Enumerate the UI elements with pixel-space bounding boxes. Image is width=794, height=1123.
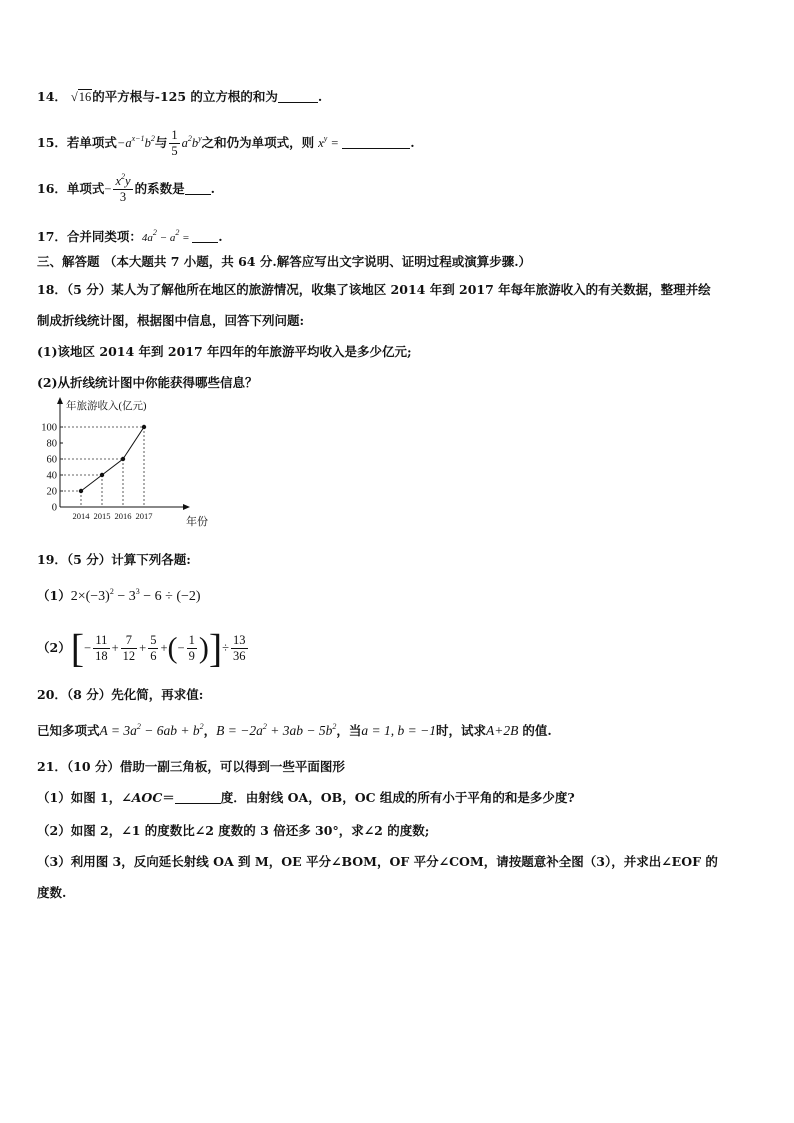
question-21-sub-1: （1）如图 1，∠AOC＝ 度．由射线 OA，OB，OC 组成的所有小于平角的和是多少度? — [37, 790, 575, 805]
question-14 — [37, 88, 322, 106]
question-18-sub-2: (2)从折线统计图中你能获得哪些信息？ — [37, 375, 258, 390]
question-text: 与 — [154, 135, 168, 150]
question-text: 的值. — [522, 723, 552, 738]
answer-blank[interactable] — [192, 230, 218, 243]
x-tick-label: 2016 — [114, 511, 132, 521]
monomial-1: $-a^{x-1}b^2$ — [116, 134, 155, 150]
question-21-heading: 21．（10 分）借助一副三角板，可以得到一些平面图形 — [37, 759, 345, 774]
fraction: $\frac{1}{5}$ — [171, 128, 178, 158]
question-19-part-2: （2）[− $\frac{11}{18}$ + $\frac{7}{12}$ + $\frac{5}{6}$ +(− $\frac{1}{9}$ )]÷ $\frac{13}{36}$ — [37, 625, 246, 671]
answer-blank[interactable] — [175, 791, 221, 804]
question-text: 时，试求 — [435, 723, 486, 738]
question-19-part-1 — [37, 587, 201, 606]
question-text: 合并同类项： — [66, 229, 142, 244]
period: . — [410, 135, 415, 150]
question-text: 已知多项式 — [37, 723, 100, 738]
question-text: 若单项式 — [66, 135, 117, 150]
section-heading: 三、解答题 （本大题共 7 小题，共 64 分.解答应写出文字说明、证明过程或演算步骤.） — [37, 254, 532, 269]
question-15: 15．若单项式$-a^{x-1}b^2$与 $\frac{1}{5}$ $a^2b^y$之和仍为单项式，则 $x^y$ = . — [37, 128, 415, 158]
question-text: 之和仍为单项式，则 — [201, 135, 315, 150]
target-expression: A+2B — [485, 723, 519, 738]
question-21-sub-2: （2）如图 2，∠1 的度数比∠2 度数的 3 倍还多 30°，求∠2 的度数; — [37, 823, 430, 838]
y-tick-label: 80 — [46, 438, 57, 450]
x-tick-label: 2017 — [135, 511, 153, 521]
x-tick-label: 2015 — [93, 511, 111, 521]
polynomial-a: $A = 3a^2 - 6ab + b^2$ — [99, 722, 204, 738]
data-point — [79, 489, 83, 493]
fraction: $\frac{1}{9}$ — [188, 633, 195, 663]
question-21-sub-3-cont: 度数. — [37, 885, 67, 900]
question-20-heading: 20．（8 分）先化简，再求值: — [37, 687, 204, 702]
period: . — [317, 89, 323, 104]
y-tick-label: 60 — [46, 454, 57, 466]
values: a = 1, b = −1 — [361, 723, 436, 738]
question-number: 15． — [37, 135, 67, 150]
question-16: 16．单项式− $\frac{x^2y}{3}$ 的系数是 . — [37, 172, 215, 204]
fraction: $\frac{x^2y}{3}$ — [115, 172, 131, 204]
question-18-line-2: 制成折线统计图，根据图中信息，回答下列问题: — [37, 313, 305, 328]
question-number: 14． — [37, 89, 67, 104]
data-point — [121, 457, 125, 461]
period: . — [218, 229, 223, 244]
answer-blank[interactable] — [342, 136, 410, 149]
question-20-body: 已知多项式$A = 3a^2 - 6ab + b^2$，$B = -2a^2 + 3ab - 5b^2$，当a = 1, b = −1时，试求A+2B 的值. — [37, 722, 552, 738]
fraction: $\frac{5}{6}$ — [150, 633, 157, 663]
question-17 — [37, 228, 223, 247]
answer-blank[interactable] — [278, 90, 318, 103]
fraction: $\frac{13}{36}$ — [233, 633, 246, 663]
power-expression: $x^y$ — [318, 134, 328, 150]
question-text: 单项式 — [66, 181, 105, 196]
y-tick-label: 40 — [46, 470, 57, 482]
question-number: 17． — [37, 229, 67, 244]
question-21-sub-3: （3）利用图 3，反向延长射线 OA 到 M，OE 平分∠BOM，OF 平分∠COM，请按题意补全图（3），并求出∠EOF 的 — [37, 854, 718, 869]
expression: $4a^2 - a^2$ = — [141, 228, 193, 244]
question-text: 的系数是 — [134, 181, 185, 196]
y-axis-label: 年旅游收入(亿元) — [66, 401, 147, 412]
fraction: $\frac{7}{12}$ — [122, 633, 136, 663]
y-tick-label: 20 — [46, 486, 57, 498]
data-point — [142, 425, 146, 429]
answer-blank[interactable] — [185, 182, 211, 195]
x-axis-arrow — [183, 504, 190, 510]
tourism-income-line-chart — [30, 396, 208, 544]
y-tick-label: 0 — [51, 502, 57, 514]
radicand: 16 — [78, 90, 92, 104]
question-text: 当 — [348, 723, 362, 738]
question-19-heading: 19．（5 分）计算下列各题: — [37, 552, 191, 567]
question-18-sub-1: (1)该地区 2014 年到 2017 年四年的年旅游平均收入是多少亿元; — [37, 344, 412, 359]
y-tick-label: 100 — [41, 422, 57, 434]
question-number: 16． — [37, 181, 67, 196]
question-text: 的平方根与-125 的立方根的和为 — [92, 89, 278, 104]
part-label: （1） — [37, 588, 71, 603]
question-18-line-1: 18．（5 分）某人为了解他所在地区的旅游情况，收集了该地区 2014 年到 2017 年每年旅游收入的有关数据，整理并绘 — [37, 282, 711, 297]
x-tick-label: 2014 — [72, 511, 90, 521]
fraction: $\frac{11}{18}$ — [95, 633, 108, 663]
x-axis-label: 年份 — [186, 516, 208, 528]
right-bracket: ] — [208, 625, 223, 671]
y-axis-arrow — [57, 397, 63, 404]
polynomial-b: $B = -2a^2 + 3ab - 5b^2$ — [216, 722, 337, 738]
period: . — [210, 181, 215, 196]
monomial-2: $a^2b^y$ — [181, 134, 202, 150]
part-label: （2） — [37, 640, 71, 655]
data-point — [100, 473, 104, 477]
expression: $2\times(-3)^2 - 3^3 - 6 \div (-2)$ — [70, 587, 201, 604]
sqrt-expression: √16 — [70, 90, 92, 104]
left-bracket: [ — [70, 625, 85, 671]
